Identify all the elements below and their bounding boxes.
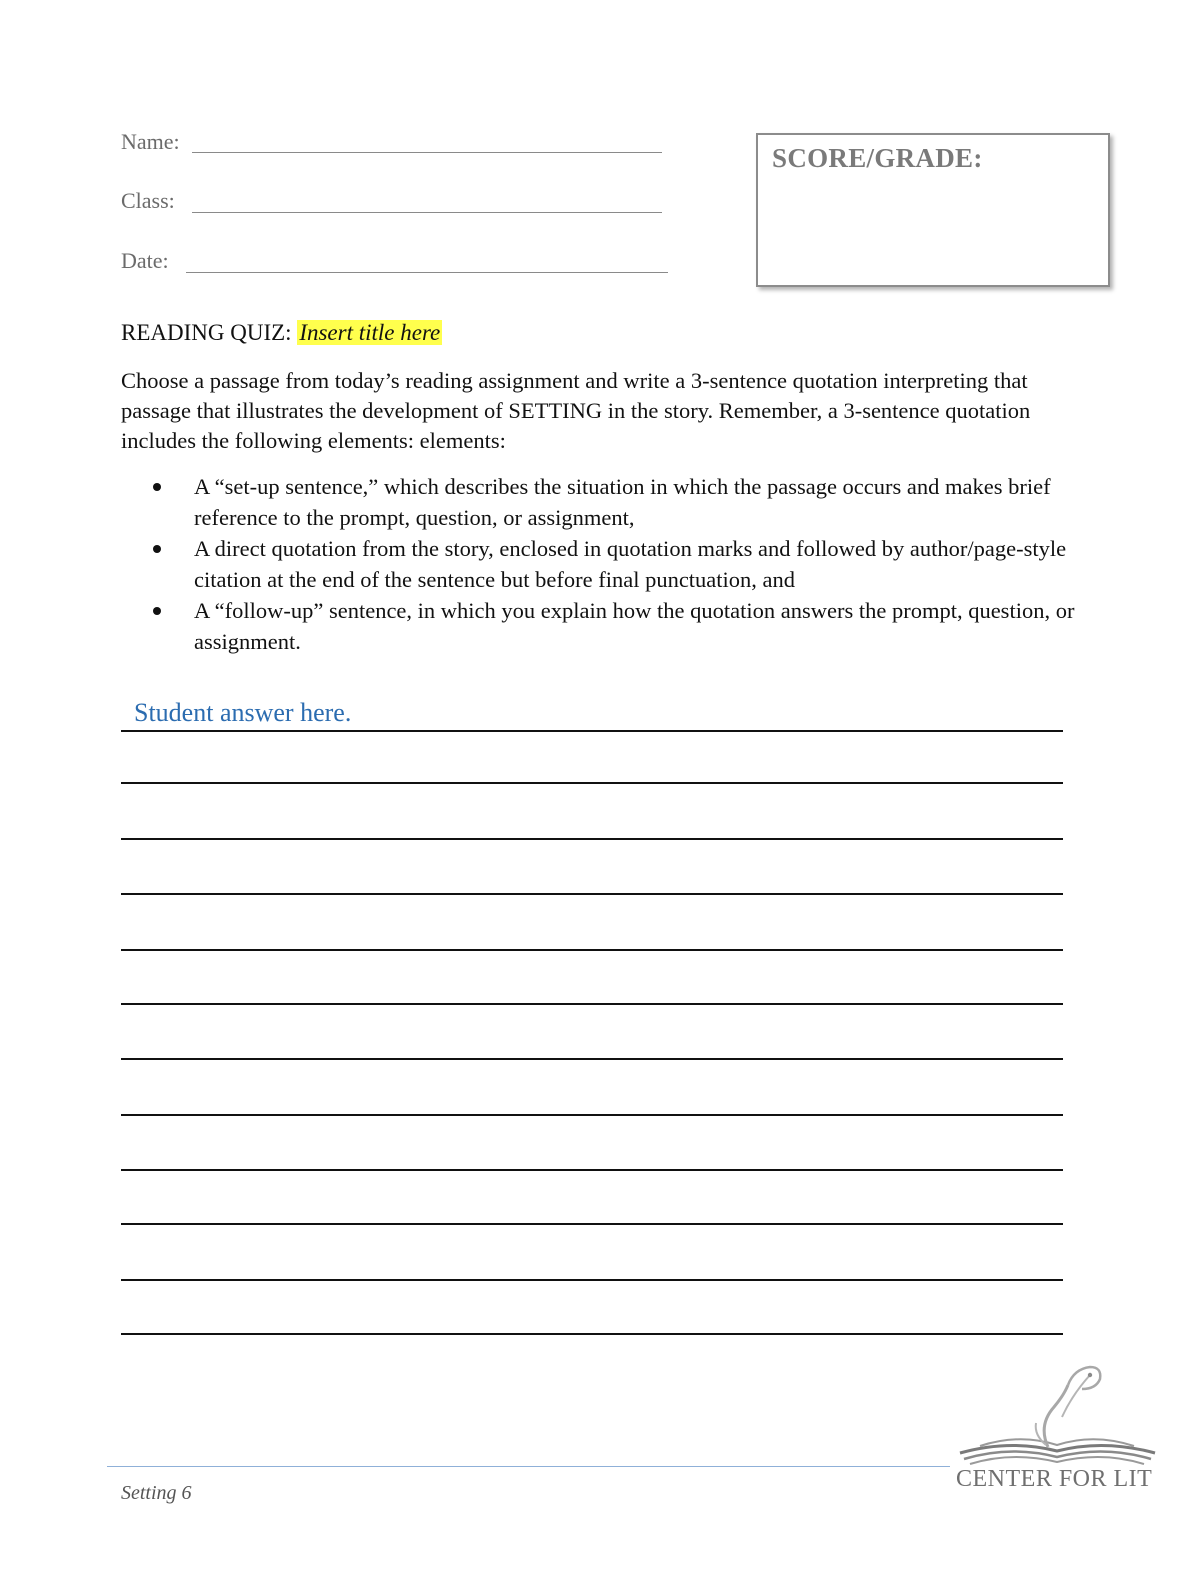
date-label: Date: xyxy=(121,248,169,273)
date-input-line[interactable] xyxy=(186,272,668,273)
class-input-line[interactable] xyxy=(192,212,662,213)
class-label: Class: xyxy=(121,188,175,213)
elements-list xyxy=(121,471,1081,657)
answer-line[interactable] xyxy=(121,1333,1063,1335)
bullet-icon xyxy=(153,483,161,491)
name-input-line[interactable] xyxy=(192,152,662,153)
answer-line[interactable] xyxy=(121,1223,1063,1225)
logo-wordmark: CENTER FOR LIT xyxy=(956,1466,1153,1492)
answer-line[interactable] xyxy=(121,1114,1063,1116)
answer-line[interactable] xyxy=(121,1169,1063,1171)
score-grade-title: SCORE/GRADE: xyxy=(772,143,983,173)
bullet-icon xyxy=(153,607,161,615)
quiz-heading xyxy=(121,320,442,346)
answer-line[interactable] xyxy=(121,838,1063,840)
quiz-heading-prefix: READING QUIZ: xyxy=(121,320,292,345)
answer-line[interactable] xyxy=(121,730,1063,732)
list-item-text: A “set-up sentence,” which describes the situation in which the passage occurs and makes brief reference to the prompt, question, or assignment, xyxy=(194,474,1051,530)
instructions-paragraph: Choose a passage from today’s reading assignment and write a 3-sentence quotation interpreting that passage that illustrates the development of SETTING in the story. Remember, a 3-sentence quotation includes the following elements: elements: xyxy=(121,368,1031,453)
answer-line[interactable] xyxy=(121,1058,1063,1060)
list-item xyxy=(121,595,1081,657)
list-item xyxy=(121,471,1081,533)
list-item-text: A direct quotation from the story, enclosed in quotation marks and followed by author/page-style citation at the end of the sentence but before final punctuation, and xyxy=(194,536,1067,592)
answer-line[interactable] xyxy=(121,893,1063,895)
answer-line[interactable] xyxy=(121,1279,1063,1281)
name-label: Name: xyxy=(121,129,180,154)
bullet-icon xyxy=(153,545,161,553)
footer-divider xyxy=(107,1466,950,1467)
footer-page-label: Setting 6 xyxy=(121,1482,192,1504)
quiz-title-placeholder[interactable]: Insert title here xyxy=(299,320,441,345)
answer-line[interactable] xyxy=(121,782,1063,784)
score-grade-box[interactable] xyxy=(756,133,1110,287)
list-item-text: A “follow-up” sentence, in which you explain how the quotation answers the prompt, question, or assignment. xyxy=(194,598,1075,654)
student-answer-placeholder[interactable]: Student answer here. xyxy=(134,698,352,727)
answer-line[interactable] xyxy=(121,1003,1063,1005)
list-item xyxy=(121,533,1081,595)
answer-line[interactable] xyxy=(121,949,1063,951)
